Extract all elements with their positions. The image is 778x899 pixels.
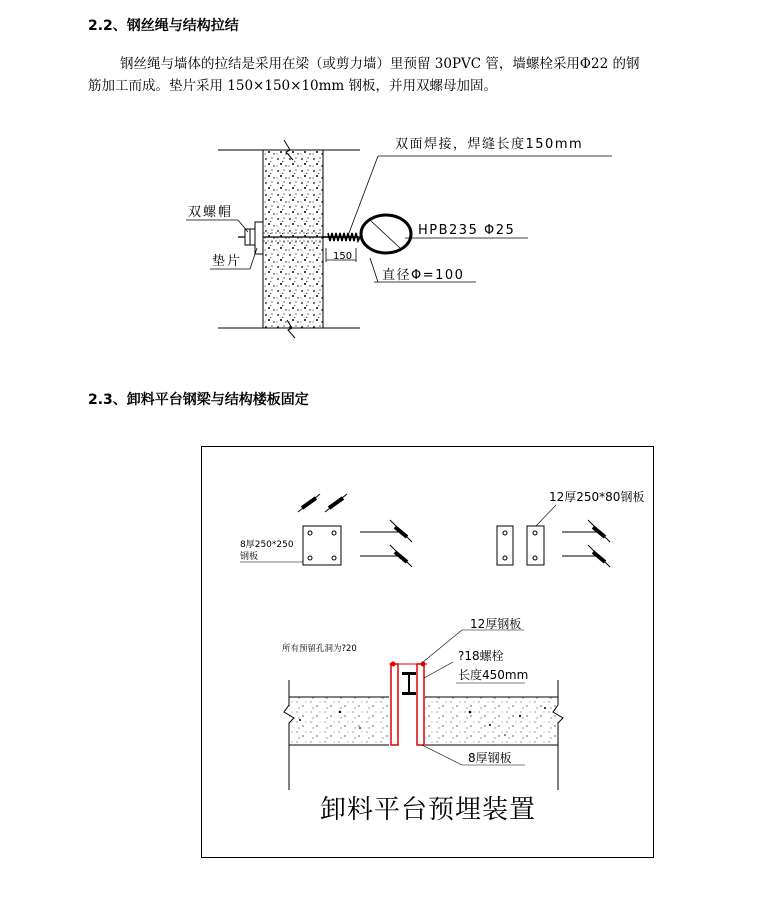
bolt-length-label: 长度450mm [458, 668, 529, 682]
figure-title: 卸料平台预埋装置 [319, 795, 537, 825]
plate8-label-2: 钢板 [240, 552, 259, 562]
section-heading-2-2: 2.2、钢丝绳与结构拉结 [88, 18, 239, 34]
steel-beam-section [402, 672, 416, 695]
plate12-label: 12厚钢板 [470, 617, 522, 631]
embedded-bolt-left [391, 664, 398, 745]
washer-label: 垫片 [212, 254, 243, 269]
paragraph-line-2: 筋加工而成。垫片采用 150×150×10mm 钢板，并用双螺母加固。 [88, 78, 498, 94]
plate-12mm-b [527, 526, 544, 565]
weld-label: 双面焊接，焊缝长度150mm [395, 137, 584, 152]
dimension-150: 150 [333, 251, 353, 262]
holes-note: 所有预留孔洞为?20 [282, 644, 357, 654]
section-mark-icon [298, 494, 347, 512]
bolt-label: ?18螺栓 [458, 649, 504, 663]
double-nut-label: 双螺帽 [188, 205, 234, 220]
plate12-top-label: 12厚250*80钢板 [549, 490, 645, 504]
section-heading-2-3: 2.3、卸料平台钢梁与结构楼板固定 [88, 392, 309, 408]
plate8-bottom-label: 8厚钢板 [468, 751, 512, 765]
plate8-label: 8厚250*250 [240, 540, 294, 550]
paragraph-line-1: 钢丝绳与墙体的拉结是采用在梁（或剪力墙）里预留 30PVC 管，墙螺栓采用Φ22 的钢 [120, 56, 640, 72]
diameter-label: 直径Φ=100 [382, 268, 465, 283]
embedded-bolt-right [417, 664, 424, 745]
bar-spec-label: HPB235 Φ25 [418, 223, 516, 238]
plate-12mm-a [497, 526, 513, 565]
